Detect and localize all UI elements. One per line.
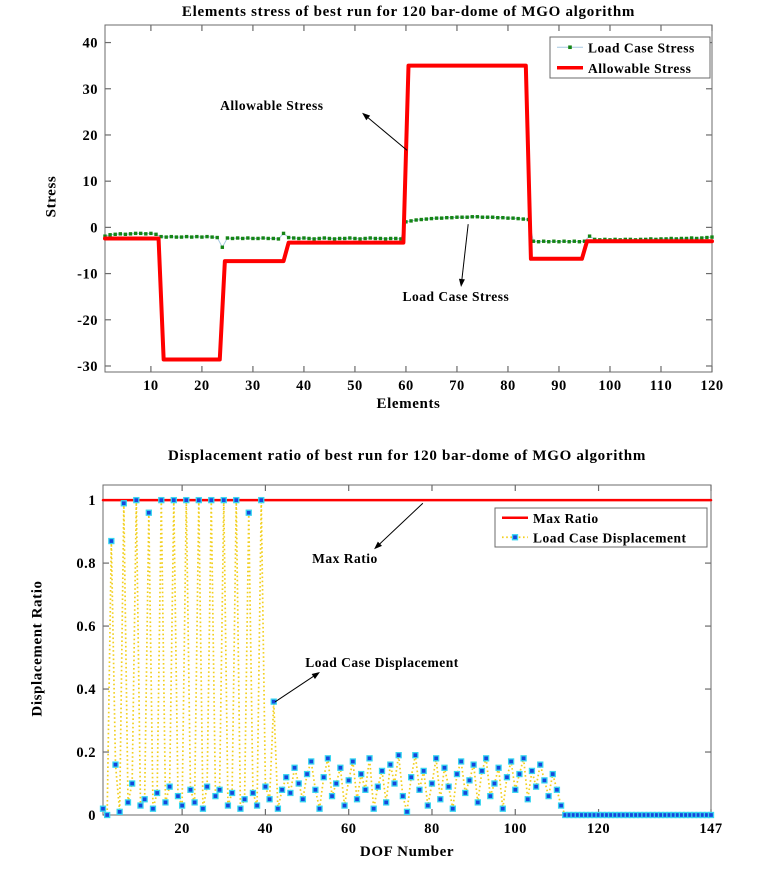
load-case-displacement-marker: [288, 790, 293, 795]
x-tick-label: 30: [245, 378, 261, 394]
load-case-stress-marker: [287, 236, 290, 239]
load-case-displacement-marker: [554, 787, 559, 792]
load-case-displacement-marker: [205, 784, 210, 789]
load-case-displacement-marker: [496, 765, 501, 770]
load-case-stress-marker: [297, 237, 300, 240]
load-case-displacement-marker: [325, 756, 330, 761]
load-case-stress-marker: [465, 216, 468, 219]
load-case-stress-marker: [108, 233, 111, 236]
load-case-displacement-marker: [200, 806, 205, 811]
load-case-displacement-marker: [230, 790, 235, 795]
load-case-displacement-marker: [334, 781, 339, 786]
load-case-displacement-marker: [175, 794, 180, 799]
load-case-displacement-marker: [434, 756, 439, 761]
load-case-stress-marker: [460, 216, 463, 219]
load-case-stress-marker: [414, 218, 417, 221]
load-case-stress-marker: [567, 240, 570, 243]
load-case-displacement-marker: [275, 806, 280, 811]
load-case-displacement-marker: [467, 778, 472, 783]
load-case-stress-marker: [542, 240, 545, 243]
load-case-displacement-marker: [150, 806, 155, 811]
load-case-displacement-marker: [284, 775, 289, 780]
load-case-displacement-marker: [350, 759, 355, 764]
load-case-displacement-marker: [384, 800, 389, 805]
x-tick-label: 90: [551, 378, 567, 394]
annotation-arrow: [380, 503, 423, 543]
y-tick-label: 0.6: [76, 619, 96, 636]
load-case-displacement-marker: [546, 794, 551, 799]
load-case-displacement-marker: [321, 775, 326, 780]
x-tick-label: 120: [586, 821, 611, 837]
load-case-stress-marker: [588, 234, 591, 237]
load-case-displacement-marker: [442, 765, 447, 770]
load-case-stress-marker: [363, 237, 366, 240]
load-case-stress-marker: [200, 235, 203, 238]
y-tick-label: -10: [77, 266, 98, 283]
annotation-text: Max Ratio: [312, 551, 378, 567]
displacement-chart-plot: [0, 430, 768, 872]
load-case-stress-marker: [516, 217, 519, 220]
load-case-displacement-marker: [471, 762, 476, 767]
load-case-stress-marker: [302, 236, 305, 239]
load-case-displacement-marker: [142, 797, 147, 802]
load-case-stress-marker: [343, 237, 346, 240]
load-case-displacement-marker: [105, 813, 110, 818]
load-case-stress-marker: [338, 237, 341, 240]
load-case-stress-marker: [312, 237, 315, 240]
load-case-stress-marker: [272, 237, 275, 240]
load-case-displacement-marker: [330, 794, 335, 799]
load-case-displacement-marker: [371, 806, 376, 811]
x-tick-label: 100: [503, 821, 527, 837]
load-case-stress-marker: [267, 237, 270, 240]
y-tick-label: 10: [82, 174, 98, 191]
load-case-displacement-marker: [250, 790, 255, 795]
load-case-stress-marker: [481, 216, 484, 219]
legend-sample-marker: [513, 535, 518, 540]
load-case-stress-marker: [358, 237, 361, 240]
annotation-text: Load Case Displacement: [305, 654, 459, 670]
load-case-stress-marker: [210, 235, 213, 238]
load-case-displacement-marker: [242, 797, 247, 802]
load-case-displacement-marker: [188, 787, 193, 792]
load-case-stress-marker: [425, 217, 428, 220]
load-case-stress-marker: [409, 219, 412, 222]
load-case-displacement-marker: [280, 787, 285, 792]
load-case-stress-marker: [522, 217, 525, 220]
load-case-stress-marker: [440, 216, 443, 219]
load-case-displacement-marker: [388, 762, 393, 767]
load-case-displacement-marker: [125, 800, 130, 805]
load-case-stress-marker: [149, 232, 152, 235]
load-case-stress-markers: [103, 215, 713, 249]
x-tick-label: 100: [598, 378, 622, 394]
load-case-stress-marker: [180, 235, 183, 238]
load-case-displacement-marker: [392, 781, 397, 786]
annotation-arrow: [462, 224, 468, 279]
load-case-stress-marker: [430, 217, 433, 220]
load-case-stress-marker: [185, 235, 188, 238]
displacement-chart-title: Displacement ratio of best run for 120 bar-dome of MGO algorithm: [167, 448, 647, 464]
load-case-displacement-marker: [367, 756, 372, 761]
load-case-stress-marker: [435, 216, 438, 219]
load-case-stress-marker: [511, 216, 514, 219]
annotation-arrow: [368, 118, 407, 150]
load-case-displacement-marker: [400, 794, 405, 799]
load-case-displacement-marker: [113, 762, 118, 767]
load-case-displacement-marker: [504, 775, 509, 780]
load-case-displacement-marker: [238, 806, 243, 811]
load-case-stress-marker: [134, 232, 137, 235]
load-case-stress-marker: [226, 236, 229, 239]
load-case-displacement-marker: [463, 790, 468, 795]
load-case-displacement-marker: [163, 800, 168, 805]
load-case-displacement-marker: [171, 498, 176, 503]
load-case-stress-marker: [231, 237, 234, 240]
load-case-displacement-marker: [475, 800, 480, 805]
y-tick-label: 0.4: [76, 682, 96, 699]
x-tick-label: 60: [340, 821, 357, 837]
load-case-stress-marker: [557, 240, 560, 243]
load-case-displacement-marker: [529, 768, 534, 773]
load-case-stress-marker: [256, 237, 259, 240]
load-case-displacement-marker: [538, 762, 543, 767]
load-case-displacement-marker: [559, 803, 564, 808]
load-case-displacement-marker: [338, 765, 343, 770]
load-case-stress-marker: [221, 246, 224, 249]
x-tick-label: 80: [424, 821, 440, 837]
load-case-stress-marker: [282, 232, 285, 235]
load-case-displacement-marker: [521, 756, 526, 761]
load-case-displacement-marker: [267, 797, 272, 802]
load-case-displacement-marker: [155, 790, 160, 795]
load-case-stress-marker: [348, 236, 351, 239]
load-case-stress-marker: [333, 237, 336, 240]
load-case-stress-marker: [129, 232, 132, 235]
x-tick-label: 10: [143, 378, 159, 394]
load-case-displacement-marker: [438, 797, 443, 802]
legend-label: Load Case Stress: [588, 40, 695, 56]
load-case-displacement-marker: [192, 800, 197, 805]
load-case-stress-marker: [195, 235, 198, 238]
y-tick-label: 20: [82, 127, 98, 144]
load-case-stress-marker: [501, 216, 504, 219]
load-case-displacement-marker: [454, 772, 459, 777]
legend-label: Allowable Stress: [588, 60, 692, 76]
load-case-stress-marker: [450, 216, 453, 219]
stress-chart-plot: [0, 0, 768, 430]
load-case-displacement-marker: [121, 501, 126, 506]
stress-chart-title: Elements stress of best run for 120 bar-dome of MGO algorithm: [181, 4, 636, 20]
load-case-displacement-marker: [517, 772, 522, 777]
load-case-displacement-marker: [500, 806, 505, 811]
load-case-stress-marker: [394, 237, 397, 240]
load-case-stress-marker: [165, 235, 168, 238]
load-case-stress-marker: [175, 235, 178, 238]
x-tick-label: 40: [257, 821, 274, 837]
load-case-stress-marker: [486, 216, 489, 219]
load-case-displacement-marker: [134, 498, 139, 503]
load-case-displacement-marker: [375, 784, 380, 789]
load-case-displacement-marker: [542, 778, 547, 783]
load-case-displacement-marker: [492, 781, 497, 786]
annotation-text: Allowable Stress: [220, 97, 324, 113]
allowable-stress-line: [105, 66, 712, 360]
load-case-stress-marker: [323, 236, 326, 239]
displacement-xaxis-label: DOF Number: [359, 844, 455, 860]
annotation-arrowhead: [312, 672, 320, 679]
load-case-stress-marker: [190, 235, 193, 238]
load-case-displacement-marker: [550, 772, 555, 777]
load-case-stress-marker: [573, 240, 576, 243]
x-tick-label: 147: [699, 821, 723, 837]
load-case-displacement-marker: [525, 797, 530, 802]
load-case-displacement-marker: [313, 787, 318, 792]
legend-label: Load Case Displacement: [533, 530, 687, 546]
load-case-displacement-marker: [300, 797, 305, 802]
y-tick-label: 0: [90, 220, 98, 237]
load-case-stress-marker: [154, 233, 157, 236]
x-tick-label: 60: [398, 378, 414, 394]
load-case-displacement-marker: [305, 772, 310, 777]
load-case-stress-marker: [353, 237, 356, 240]
load-case-displacement-marker: [425, 803, 430, 808]
load-case-stress-marker: [374, 237, 377, 240]
load-case-displacement-marker: [488, 794, 493, 799]
load-case-stress-marker: [170, 235, 173, 238]
load-case-displacement-marker: [363, 787, 368, 792]
load-case-stress-marker: [307, 237, 310, 240]
load-case-stress-marker: [216, 236, 219, 239]
load-case-displacement-marker: [117, 809, 122, 814]
annotation-arrow: [275, 676, 313, 701]
load-case-displacement-marker: [184, 498, 189, 503]
load-case-displacement-marker: [196, 498, 201, 503]
load-case-displacement-marker: [709, 813, 714, 818]
load-case-displacement-marker: [217, 787, 222, 792]
load-case-displacement-marker: [309, 759, 314, 764]
x-tick-label: 70: [449, 378, 465, 394]
load-case-stress-marker: [700, 236, 703, 239]
load-case-displacement-marker: [234, 498, 239, 503]
load-case-displacement-marker: [359, 772, 364, 777]
load-case-stress-marker: [491, 216, 494, 219]
load-case-stress-marker: [552, 240, 555, 243]
x-tick-label: 50: [347, 378, 363, 394]
load-case-displacement-marker: [409, 775, 414, 780]
displacement-yaxis-label: Displacement Ratio: [29, 580, 46, 717]
load-case-stress-marker: [562, 240, 565, 243]
load-case-stress-marker: [379, 237, 382, 240]
load-case-stress-marker: [261, 236, 264, 239]
x-tick-label: 20: [174, 821, 190, 837]
load-case-stress-marker: [705, 236, 708, 239]
load-case-stress-marker: [445, 216, 448, 219]
load-case-displacement-marker: [225, 803, 230, 808]
load-case-stress-marker: [384, 237, 387, 240]
load-case-stress-marker: [710, 235, 713, 238]
load-case-displacement-marker: [101, 806, 106, 811]
stress-yaxis-label: Stress: [43, 175, 60, 218]
y-tick-label: -30: [77, 358, 98, 375]
load-case-stress-marker: [455, 216, 458, 219]
load-case-stress-marker: [251, 237, 254, 240]
load-case-displacement-marker: [292, 765, 297, 770]
legend-sample-marker: [568, 45, 572, 49]
load-case-displacement-marker: [417, 787, 422, 792]
x-tick-label: 120: [700, 378, 724, 394]
load-case-displacement-marker: [130, 781, 135, 786]
load-case-displacement-marker: [138, 803, 143, 808]
load-case-displacement-marker: [396, 753, 401, 758]
load-case-displacement-marker: [355, 797, 360, 802]
load-case-displacement-marker: [446, 784, 451, 789]
stress-xaxis-label: Elements: [376, 396, 441, 412]
annotation-text: Load Case Stress: [402, 289, 510, 305]
load-case-displacement-marker: [509, 759, 514, 764]
load-case-stress-marker: [205, 235, 208, 238]
load-case-stress-marker: [246, 236, 249, 239]
load-case-displacement-marker: [413, 753, 418, 758]
load-case-stress-marker: [389, 237, 392, 240]
load-case-stress-marker: [328, 237, 331, 240]
load-case-displacement-marker: [429, 781, 434, 786]
load-case-displacement-marker: [484, 756, 489, 761]
y-tick-label: 40: [82, 35, 98, 52]
annotation-arrowhead: [459, 279, 465, 287]
load-case-stress-marker: [292, 236, 295, 239]
load-case-stress-marker: [476, 215, 479, 218]
y-tick-label: 30: [82, 81, 98, 98]
load-case-stress-marker: [318, 237, 321, 240]
y-tick-label: 0: [88, 808, 96, 824]
load-case-displacement-marker: [380, 768, 385, 773]
load-case-displacement-marker: [421, 768, 426, 773]
load-case-displacement-marker: [221, 498, 226, 503]
load-case-displacement-marker: [450, 806, 455, 811]
load-case-displacement-marker: [513, 787, 518, 792]
load-case-displacement-marker: [180, 803, 185, 808]
load-case-displacement-marker: [317, 806, 322, 811]
load-case-stress-marker: [496, 216, 499, 219]
y-tick-label: 0.2: [76, 745, 96, 762]
load-case-displacement-marker: [209, 498, 214, 503]
load-case-stress-marker: [420, 218, 423, 221]
y-tick-label: 0.8: [76, 556, 96, 573]
load-case-stress-marker: [690, 236, 693, 239]
load-case-displacement-marker: [246, 510, 251, 515]
load-case-stress-marker: [277, 237, 280, 240]
load-case-stress-marker: [547, 240, 550, 243]
load-case-displacement-marker: [213, 794, 218, 799]
load-case-stress-marker: [236, 236, 239, 239]
load-case-stress-marker: [471, 215, 474, 218]
load-case-displacement-marker: [296, 781, 301, 786]
y-tick-label: 1: [88, 493, 96, 510]
load-case-stress-marker: [369, 236, 372, 239]
load-case-stress-marker: [124, 233, 127, 236]
load-case-stress-marker: [578, 240, 581, 243]
load-case-displacement-marker: [342, 803, 347, 808]
load-case-displacement-marker: [405, 809, 410, 814]
load-case-displacement-marker: [479, 768, 484, 773]
load-case-stress-marker: [139, 232, 142, 235]
load-case-displacement-marker: [146, 510, 151, 515]
load-case-stress-marker: [114, 233, 117, 236]
load-case-stress-marker: [119, 232, 122, 235]
legend-label: Max Ratio: [533, 510, 599, 526]
load-case-displacement-marker: [159, 498, 164, 503]
load-case-displacement-marker: [109, 539, 114, 544]
load-case-stress-marker: [506, 216, 509, 219]
y-tick-label: -20: [77, 312, 98, 329]
load-case-stress-marker: [537, 240, 540, 243]
load-case-displacement-marker: [167, 784, 172, 789]
x-tick-label: 20: [194, 378, 210, 394]
x-tick-label: 40: [296, 378, 312, 394]
load-case-displacement-marker: [459, 759, 464, 764]
load-case-stress-marker: [241, 237, 244, 240]
x-tick-label: 110: [649, 378, 673, 394]
load-case-displacement-marker: [346, 778, 351, 783]
load-case-displacement-marker: [255, 803, 260, 808]
x-tick-label: 80: [500, 378, 516, 394]
load-case-displacement-marker: [259, 498, 264, 503]
load-case-displacement-marker: [534, 784, 539, 789]
load-case-stress-marker: [144, 232, 147, 235]
load-case-displacement-marker: [263, 784, 268, 789]
